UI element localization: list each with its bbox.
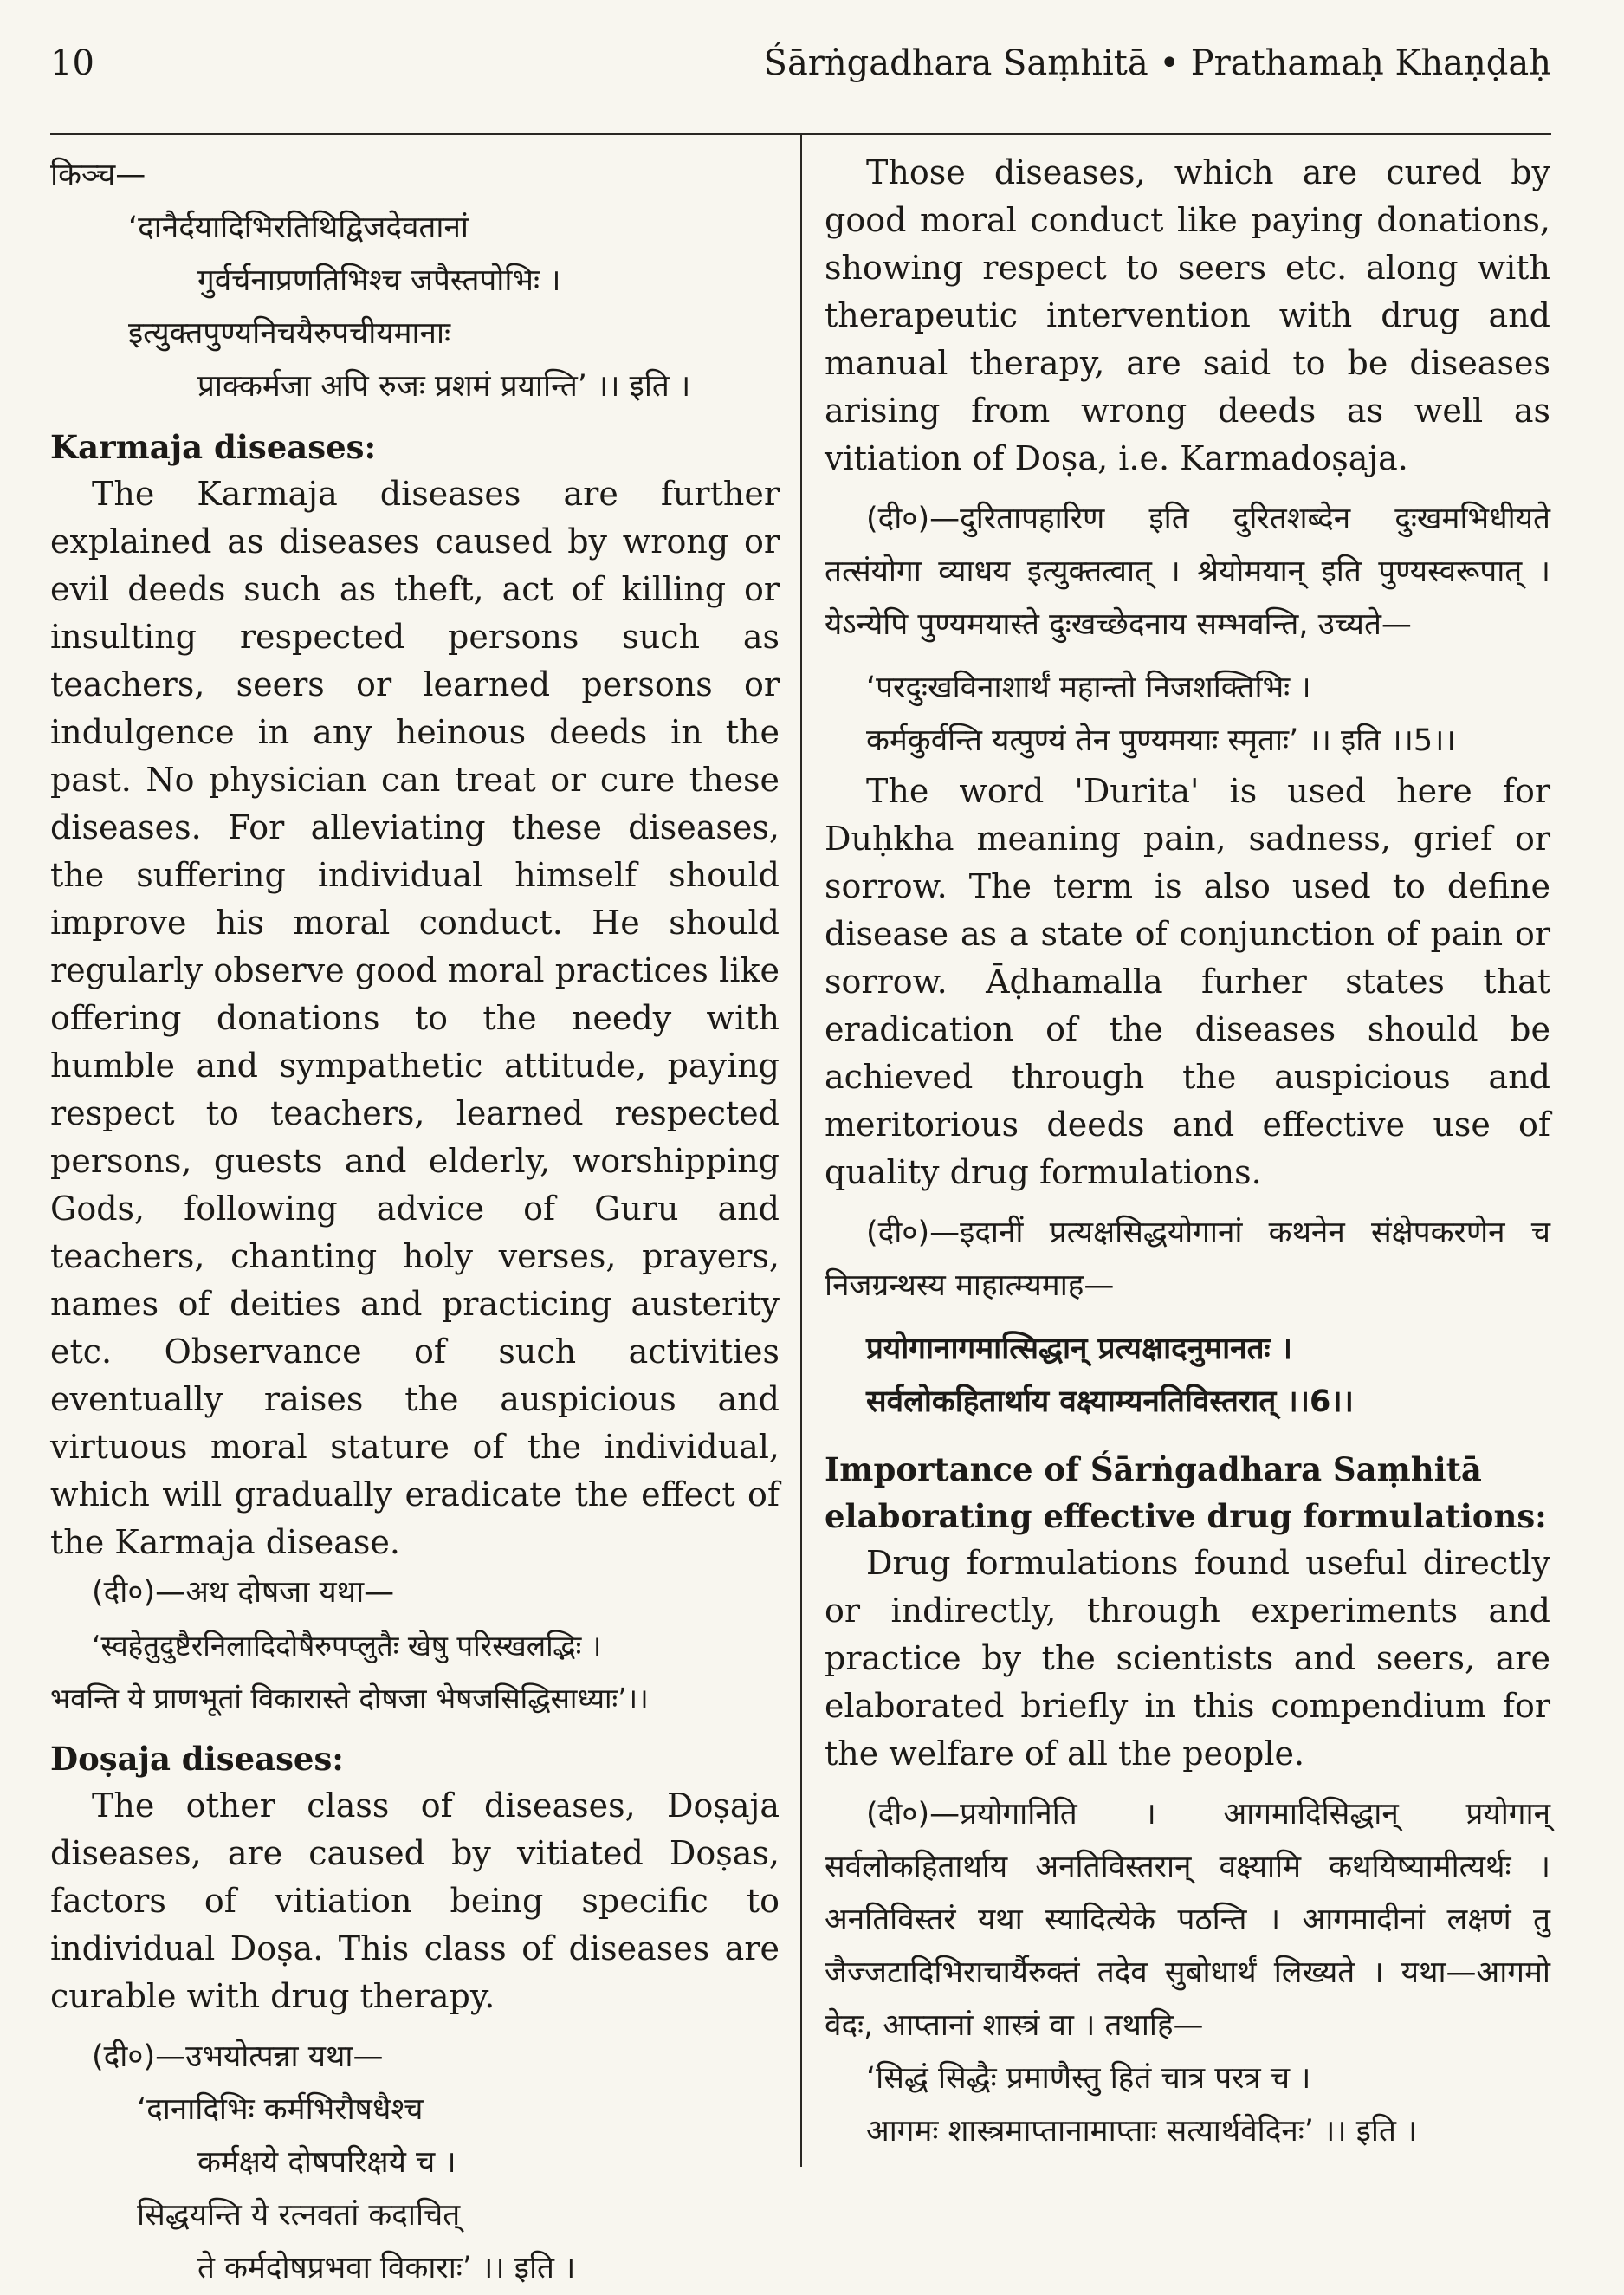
- verse-line: सिद्धयन्ति ये रत्नवतां कदाचित्: [137, 2198, 461, 2233]
- page-header: [50, 43, 1551, 95]
- commentary-pratyaksha: (दी०)—इदानीं प्रत्यक्षसिद्धयोगानां कथनेन संक्षेपकरणेन च निजग्रन्थस्य माहात्म्यमाह—: [825, 1216, 1550, 1303]
- verse-line: प्रयोगानागमात्सिद्धान् प्रत्यक्षादनुमानतः ।: [866, 1332, 1293, 1366]
- verse-line: आगमः शास्त्रमाप्तानामाप्ताः सत्यार्थवेदिनः’ ।। इति ।: [866, 2114, 1418, 2149]
- verse-line: ‘परदुःखविनाशार्थं महान्तो निजशक्तिभिः ।: [866, 671, 1311, 705]
- verse-line: गुर्वर्चनाप्रणतिभिश्च जपैस्तपोभिः ।: [197, 263, 561, 298]
- dosaja-heading: Doṣaja diseases:: [50, 1740, 344, 1778]
- running-title: Śārṅgadhara Saṃhitā • Prathamaḥ Khaṇḍaḥ: [763, 43, 1551, 83]
- verse-line: भवन्ति ये प्राणभूतां विकारास्ते दोषजा भेषजसिद्धिसाध्याः’।।: [50, 1682, 649, 1715]
- commentary-durita: (दी०)—दुरितापहारिण इति दुरितशब्देन दुःखमभिधीयते तत्संयोगा व्याधय इत्युक्तत्वात् । श्रेयोमयान् इति पुण्यस्वरूपात् । येऽन्येपि पुण्यमयास्ते दुःखच्छेदनाय सम्भवन्ति, उच्यते—: [825, 502, 1550, 642]
- verse-line: कर्मक्षये दोषपरिक्षये च ।: [197, 2145, 456, 2180]
- verse-line: ‘दानैर्दयादिभिरतिथिद्विजदेवतानां: [128, 211, 469, 245]
- verse-line: सर्वलोकहितार्थाय वक्ष्याम्यनतिविस्तरात् ।।6।।: [866, 1384, 1354, 1419]
- verse-line: कर्मकुर्वन्ति यत्पुण्यं तेन पुण्यमयाः स्मृताः’ ।। इति ।।5।।: [866, 723, 1456, 758]
- commentary-prayoga: (दी०)—प्रयोगानिति । आगमादिसिद्धान् प्रयोगान् सर्वलोकहितार्थाय अनतिविस्तरान् वक्ष्यामि कथयिष्यामीत्यर्थः । अनतिविस्तरं यथा स्यादित्येके पठन्ति । आगमादीनां लक्षणं तु जैज्जटादिभिराचार्यैरुक्तं तदेव सुबोधार्थं लिख्यते । यथा—आगमो वेदः, आप्तानां शास्त्रं वा । तथाहि—: [825, 1797, 1550, 2043]
- page-number: 10: [50, 43, 94, 83]
- importance-heading-line2: elaborating effective drug formulations:: [825, 1497, 1547, 1535]
- karmaja-heading: Karmaja diseases:: [50, 428, 377, 466]
- verse-line: प्राक्कर्मजा अपि रुजः प्रशमं प्रयान्ति’ ।। इति ।: [197, 369, 691, 404]
- commentary-dosaja: (दी०)—अथ दोषजा यथा—: [92, 1575, 395, 1610]
- verse-line: ‘दानादिभिः कर्मभिरौषधैश्च: [137, 2092, 424, 2127]
- commentary-ubhaya: (दी०)—उभयोत्पन्ना यथा—: [92, 2039, 384, 2074]
- verse-line: ‘सिद्धं सिद्धैः प्रमाणैस्तु हितं चात्र परत्र च ।: [866, 2061, 1311, 2096]
- verse-line: इत्युक्तपुण्यनिचयैरुपचीयमानाः: [128, 316, 451, 351]
- verse-line: ते कर्मदोषप्रभवा विकाराः’ ।। इति ।: [197, 2251, 576, 2285]
- importance-heading-line1: Importance of Śārṅgadhara Saṃhitā: [825, 1450, 1482, 1488]
- kinca-label: किञ्च—: [50, 158, 146, 192]
- importance-paragraph: Drug formulations found useful directly or indirectly, through experiments and practice by the scientists and seers, are elaborated briefly in this compendium for the welfare of all the people.: [825, 1544, 1550, 1773]
- dosaja-paragraph: The other class of diseases, Doṣaja diseases, are caused by vitiated Doṣas, factors of vitiation being specific to individual Doṣa. This class of diseases are curable with drug therapy.: [50, 1786, 780, 2015]
- right-column: [825, 149, 1550, 2158]
- left-column: [50, 149, 780, 2295]
- durita-paragraph: The word 'Durita' is used here for Duḥkha meaning pain, sadness, grief or sorrow. The term is also used to define disease as a state of conjunction of pain or sorrow. Āḍhamalla furher states that eradication of the diseases should be achieved through the auspicious and meritorious deeds and effective use of quality drug formulations.: [825, 772, 1550, 1191]
- karmadosaja-paragraph: Those diseases, which are cured by good moral conduct like paying donations, showing respect to seers etc. along with therapeutic intervention with drug and manual therapy, are said to be diseases arising from wrong deeds as well as vitiation of Doṣa, i.e. Karmadoṣaja.: [825, 153, 1550, 477]
- karmaja-paragraph: The Karmaja diseases are further explained as diseases caused by wrong or evil deeds such as theft, act of killing or insulting respected persons such as teachers, seers or learned persons or indulgence in any heinous deeds in the past. No physician can treat or cure these diseases. For alleviating these diseases, the suffering individual himself should improve his moral conduct. He should regularly observe good moral practices like offering donations to the needy with humble and sympathetic attitude, paying respect to teachers, learned respected persons, guests and elderly, worshipping Gods, following advice of Guru and teachers, chanting holy verses, prayers, names of deities and practicing austerity etc. Observance of such activities eventually raises the auspicious and virtuous moral stature of the individual, which will gradually eradicate the effect of the Karmaja disease.: [50, 475, 780, 1561]
- column-divider: [800, 135, 802, 2167]
- verse-line: ‘स्वहेतुदुष्टैरनिलादिदोषैरुपप्लुतैः खेषु परिस्खलद्भिः ।: [92, 1629, 602, 1663]
